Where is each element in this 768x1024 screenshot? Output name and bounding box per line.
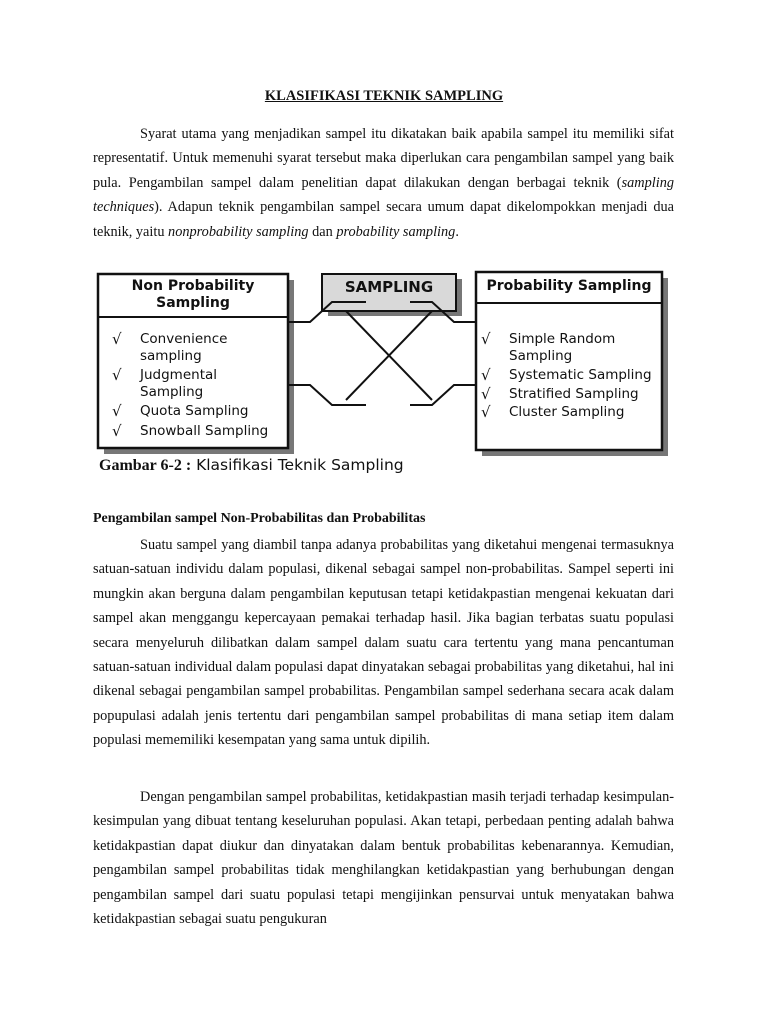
check-icon: √ (481, 330, 491, 348)
check-icon: √ (481, 403, 491, 421)
right-item-cluster: √ Cluster Sampling (481, 403, 625, 421)
check-icon: √ (112, 402, 122, 420)
check-icon: √ (481, 366, 491, 384)
intro-paragraph: Syarat utama yang menjadikan sampel itu dikatakan baik apabila sampel itu memiliki sifat representatif. Untuk memenuhi syarat tersebut maka diperlukan cara pengambilan sampel yang baik pula. Pengambilan sampel dalam penelitian dapat dilakukan dengan berbagai teknik (sampling techniques). Adapun teknik pengambilan sampel secara umum dapat dikelompokkan menjadi dua teknik, yaitu nonprobability sampling dan probability sampling. (93, 126, 674, 240)
non-probability-title: Non Probability Sampling (131, 278, 255, 311)
left-item-judgmental: √ Judgmental Sampling (112, 366, 218, 400)
sampling-label: SAMPLING (344, 278, 434, 296)
check-icon: √ (112, 366, 122, 384)
right-item-simple-random: √ Simple Random Sampling (481, 330, 616, 364)
check-icon: √ (112, 422, 122, 440)
page-title: KLASIFIKASI TEKNIK SAMPLING (264, 88, 504, 104)
left-item-convenience: √ Convenience sampling (112, 330, 228, 364)
left-item-quota: √ Quota Sampling (112, 402, 249, 420)
paragraph-probability: Dengan pengambilan sampel probabilitas, ketidakpastian masih terjadi terhadap kesimpulan-kesimpulan yang dibuat tentang keseluruhan populasi. Akan tetapi, perbedaan penting adalah bahwa ketidakpastian dapat diukur dan dinyatakan dalam bentuk probabilitas kebenarannya. Kemudian, pengambilan sampel probabilitas tidak menghilangkan ketidakpastian yang berhubungan dengan pengambilan sampel dari suatu populasi tetapi mengijinkan pensurvai untuk menyatakan bahwa ketidakpastian sebagai suatu pengukuran (93, 789, 674, 928)
left-item-snowball: √ Snowball Sampling (112, 422, 269, 440)
sampling-classification-figure (96, 270, 676, 480)
check-icon: √ (112, 330, 122, 348)
section-heading: Pengambilan sampel Non-Probabilitas dan Probabilitas (93, 511, 426, 526)
paragraph-non-probability: Suatu sampel yang diambil tanpa adanya probabilitas yang diketahui mengenai termasuknya satuan-satuan individu dalam populasi, dikenal sebagai sampel non-probabilitas. Sampel seperti ini mungkin akan berguna dalam pengambilan keputusan tetapi ketidakpastian mengenai kekuatan dari sampel akan menggangu kepercayaan pemakai terhadap hasil. Jika bagian terbatas suatu populasi secara menyeluruh dilibatkan dalam sampel dalam suatu cara tertentu yang mana pencantuman satuan-satuan individual dalam populasi dapat dinyatakan sebagai probabilitas yang diketahui, hal ini dikenal sebagai pengambilan sampel probabilitas. Pengambilan sampel sederhana secara acak dalam popupulasi adalah jenis tertentu dari pengambilan sampel probabilitas di mana setiap item dalam populasi mememiliki kesempatan yang sama untuk dipilih. (93, 537, 674, 749)
figure-caption: Gambar 6-2 : Klasifikasi Teknik Sampling (99, 456, 404, 474)
check-icon: √ (481, 385, 491, 403)
probability-title: Probability Sampling (486, 278, 652, 294)
right-item-stratified: √ Stratified Sampling (481, 385, 639, 403)
right-item-systematic: √ Systematic Sampling (481, 366, 652, 384)
